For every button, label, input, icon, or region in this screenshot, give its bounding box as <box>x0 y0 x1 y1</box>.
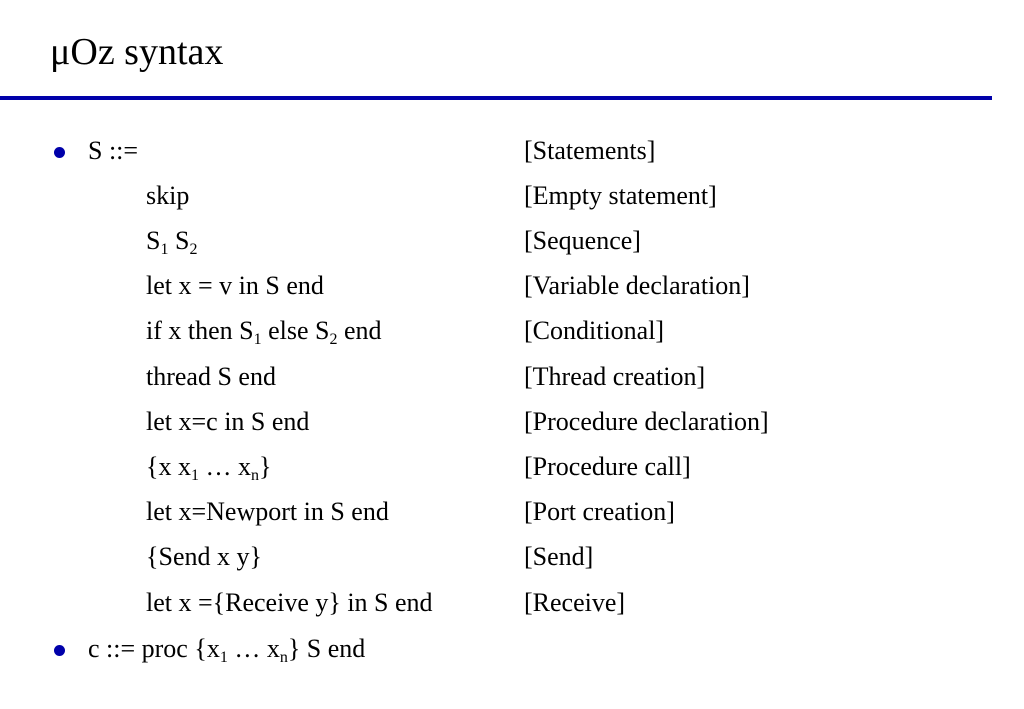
production: skip <box>146 181 190 210</box>
rule-description: [Variable declaration] <box>524 271 750 300</box>
rule-description: [Thread creation] <box>524 362 706 391</box>
procedure-production: c ::= proc {$x_1$ … $x_n$} S end <box>88 634 366 666</box>
statement-head: S ::= <box>88 136 139 165</box>
bullet-icon <box>54 645 65 656</box>
grammar-rule-row <box>0 181 1024 211</box>
production: let x=Newport in S end <box>146 497 389 526</box>
grammar-rule-row <box>0 497 1024 527</box>
rule-description: [Send] <box>524 542 594 571</box>
production: {Send x y} <box>146 542 262 571</box>
grammar-rule-row <box>0 588 1024 618</box>
grammar-rule-row <box>0 542 1024 572</box>
grammar-rule-row <box>0 452 1024 482</box>
rule-description: [Conditional] <box>524 316 665 345</box>
procedure-rule-row <box>0 634 1024 664</box>
statement-rule-row <box>0 136 1024 166</box>
grammar-rule-row <box>0 362 1024 392</box>
rule-description: [Port creation] <box>524 497 675 526</box>
rule-description: [Sequence] <box>524 226 641 255</box>
production: {x $x_1$ … $x_n$} <box>146 452 272 484</box>
production: $S_1$ $S_2$ <box>146 226 198 258</box>
bullet-icon <box>54 147 65 158</box>
production: let x ={Receive y} in S end <box>146 588 433 617</box>
rule-description: [Empty statement] <box>524 181 717 210</box>
statement-description: [Statements] <box>524 136 656 165</box>
rule-description: [Procedure declaration] <box>524 407 769 436</box>
production: if x then $S_1$ else $S_2$ end <box>146 316 382 348</box>
production: let x=c in S end <box>146 407 310 436</box>
grammar-rule-row <box>0 407 1024 437</box>
grammar-rule-row <box>0 226 1024 256</box>
rule-description: [Procedure call] <box>524 452 691 481</box>
title-underline <box>0 96 992 100</box>
slide-title: μOz syntax <box>50 31 224 73</box>
production: thread S end <box>146 362 276 391</box>
rule-description: [Receive] <box>524 588 626 617</box>
production: let x = v in S end <box>146 271 324 300</box>
grammar-rule-row <box>0 316 1024 346</box>
grammar-rule-row <box>0 271 1024 301</box>
